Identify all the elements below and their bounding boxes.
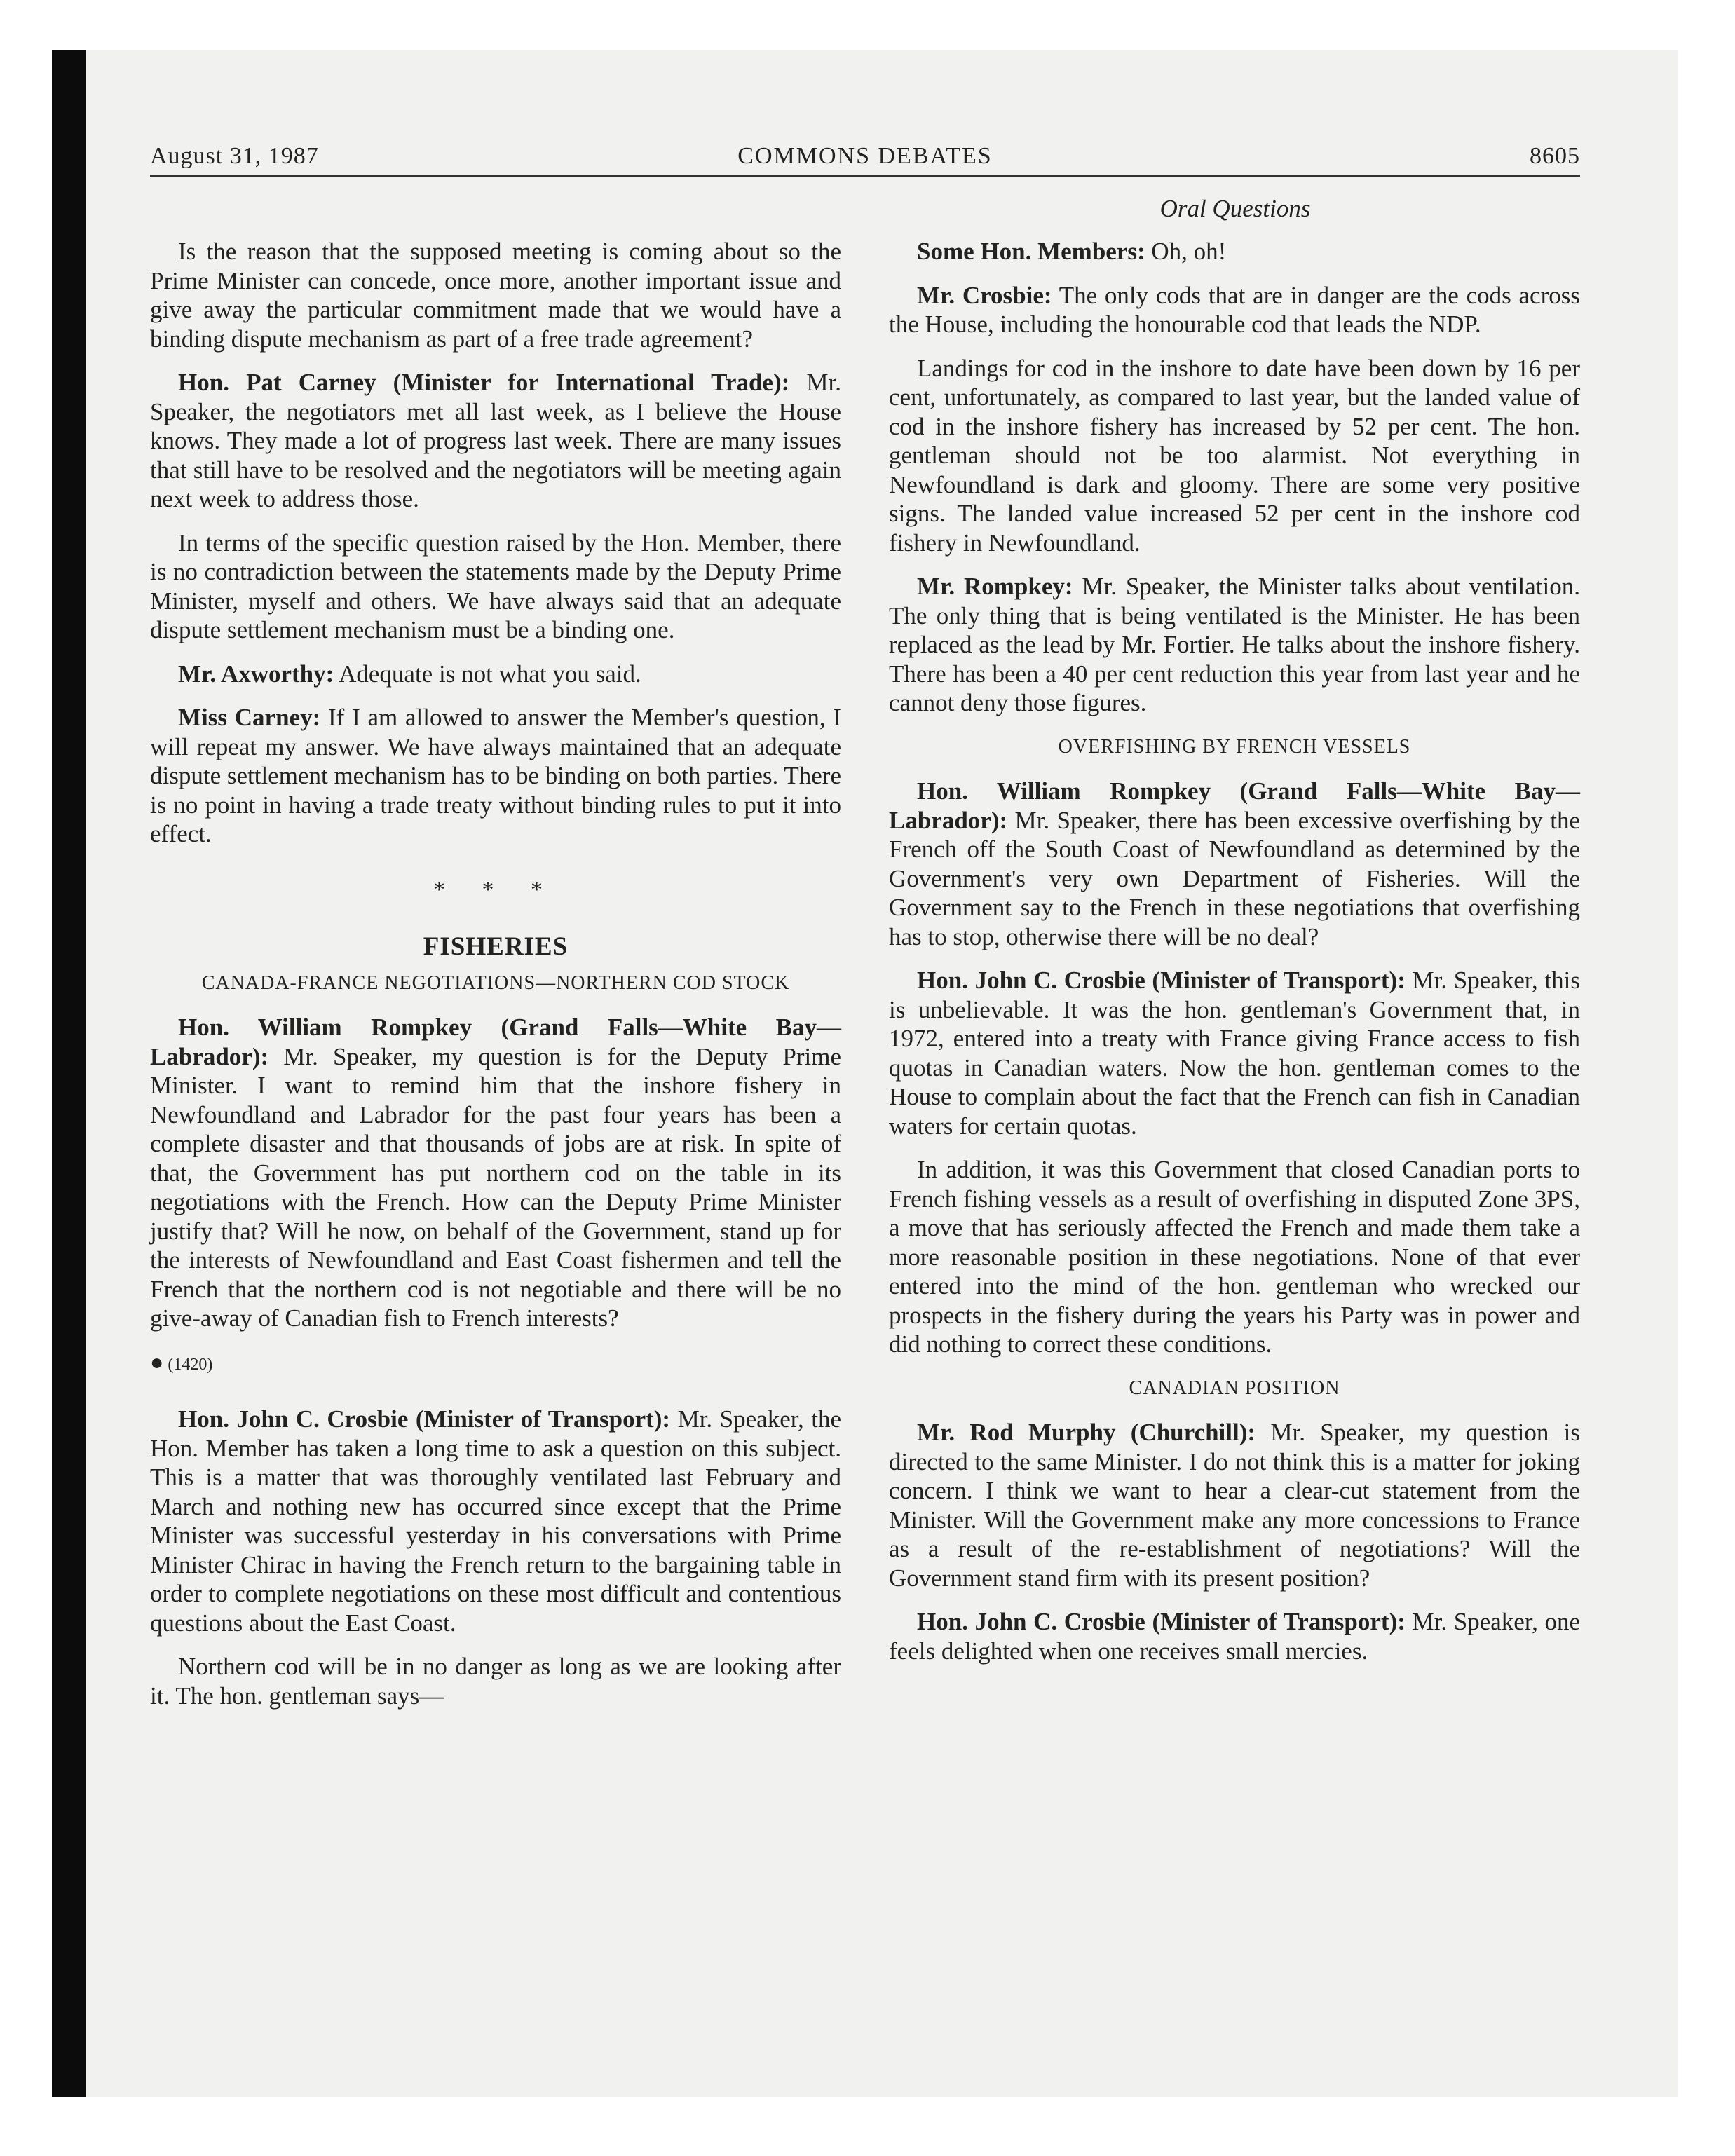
paragraph: [150, 703, 841, 849]
speech-text: The only cods that are in danger are the cods across the House, including the honourable cod that leads the NDP.: [889, 281, 1580, 338]
paragraph: [889, 777, 1580, 951]
speech-text: Mr. Speaker, there has been excessive overfishing by the French off the South Coast of Newfoundland as determined by the Government's very own Department of Fisheries. Will the Government say to the French in these negotiations that overfishing has to stop, otherwise there will be no deal?: [889, 806, 1580, 950]
time-marker: [150, 1348, 841, 1380]
speaker-name: Hon. Pat Carney (Minister for International Trade):: [178, 369, 790, 396]
speaker-name: Hon. William Rompkey (Grand Falls—White Bay—Labrador):: [889, 777, 1580, 834]
speech-text: Mr. Speaker, my question is directed to the same Minister. I do not think this is a matter for joking concern. I think we want to hear a clear-cut statement from the Minister. Will the Government make any more concessions to France as a result of the re-establishment of negotiations? Will the Government stand firm with its present position?: [889, 1419, 1581, 1592]
paragraph: [889, 281, 1580, 339]
bullet-icon: ●: [150, 1349, 164, 1374]
paragraph: [150, 660, 841, 689]
paragraph: [889, 966, 1580, 1140]
topic-subheading: CANADA-FRANCE NEGOTIATIONS—NORTHERN COD STOCK: [201, 971, 790, 994]
speaker-name: Hon. William Rompkey (Grand Falls—White Bay—Labrador):: [150, 1014, 841, 1070]
paragraph: [150, 1405, 841, 1637]
speech-text: Oh, oh!: [1145, 238, 1227, 265]
paragraph: [150, 368, 841, 514]
header-journal-title: COMMONS DEBATES: [737, 143, 993, 169]
paragraph: [889, 1607, 1580, 1665]
speech-text: If I am allowed to answer the Member's question, I will repeat my answer. We have always maintained that an adequate dispute settlement mechanism has to be binding on both parties. There is no point in having a trade treaty without binding rules to put it into effect.: [150, 704, 841, 847]
section-title: Oral Questions: [1159, 195, 1311, 222]
speech-text: Mr. Speaker, this is unbelievable. It was the hon. gentleman's Government that, in 1972, entered into a treaty with France giving France access to fish quotas in Canadian waters. Now the hon. gentleman comes to the House to complain about the fact that the French can fish in Canadian waters for certain quotas.: [889, 967, 1580, 1140]
speaker-name: Mr. Rompkey:: [917, 573, 1073, 600]
speaker-name: Mr. Rod Murphy (Churchill):: [917, 1419, 1256, 1446]
speaker-name: Hon. John C. Crosbie (Minister of Transport):: [917, 967, 1406, 994]
paragraph: In terms of the specific question raised by the Hon. Member, there is no contradiction between the statements made by the Deputy Prime Minister, myself and others. We have always said that an adequate dispute settlement mechanism must be a binding one.: [150, 528, 841, 643]
right-column: [889, 237, 1580, 1680]
paragraph: [889, 1418, 1580, 1592]
paragraph: [150, 1013, 841, 1333]
speech-text: Mr. Speaker, my question is for the Deputy Prime Minister. I want to remind him that the inshore fishery in Newfoundland and Labrador for the past four years has been a complete disaster and that thousands of jobs are at risk. In spite of that, the Government has put northern cod on the table in its negotiations with the French. How can the Deputy Prime Minister justify that? Will he now, on behalf of the Government, stand up for the interests of Newfoundland and East Coast fishermen and tell the French that the northern cod is not negotiable and there will be no give-away of Canadian fish to French interests?: [150, 1042, 841, 1332]
paragraph: [889, 237, 1580, 266]
paragraph: In addition, it was this Government that closed Canadian ports to French fishing vessels as a result of overfishing in disputed Zone 3PS, a move that has seriously affected the French and made them take a more reasonable position in these negotiations. None of that ever entered into the mind of the hon. gentleman who wrecked our prospects in the fishery during the years his Party was in power and did nothing to correct these conditions.: [889, 1156, 1580, 1358]
speaker-name: Hon. John C. Crosbie (Minister of Transport):: [917, 1608, 1406, 1635]
speech-text: Mr. Speaker, the Minister talks about ventilation. The only thing that is being ventilated is the Minister. He has been replaced as the lead by Mr. Fortier. He talks about the inshore fishery. There has been a 40 per cent reduction this year from last year and he cannot deny those figures.: [889, 573, 1580, 716]
paragraph: Landings for cod in the inshore to date have been down by 16 per cent, unfortunately, as compared to last year, but the landed value of cod in the inshore fishery has increased by 52 per cent. The hon. gentleman should not be too alarmist. Not everything in Newfoundland is dark and gloomy. There are some very positive signs. The landed value increased 52 per cent in the inshore cod fishery in Newfoundland.: [889, 354, 1580, 557]
paragraph: Northern cod will be in no danger as long as we are looking after it. The hon. gentleman says—: [150, 1653, 841, 1710]
left-column: [150, 237, 841, 1725]
topic-subheading: OVERFISHING BY FRENCH VESSELS: [1058, 735, 1411, 758]
paragraph: Is the reason that the supposed meeting is coming about so the Prime Minister can concede, once more, another important issue and give away the particular commitment made that we would have a binding dispute mechanism as part of a free trade agreement?: [150, 238, 841, 353]
speaker-name: Mr. Crosbie:: [917, 281, 1052, 309]
topic-subheading: CANADIAN POSITION: [1129, 1377, 1340, 1399]
speaker-name: Hon. John C. Crosbie (Minister of Transport):: [178, 1405, 671, 1433]
speech-text: Adequate is not what you said.: [334, 660, 641, 688]
speech-text: Mr. Speaker, the negotiators met all last week, as I believe the House knows. They made a lot of progress last week. There are many issues that still have to be resolved and the negotiators will be meeting again next week to address those.: [150, 369, 841, 512]
speech-text: Mr. Speaker, the Hon. Member has taken a long time to ask a question on this subject. This is a matter that was thoroughly ventilated last February and March and nothing new has occurred since except that the Prime Minister was successful yesterday in his conversations with Prime Minister Chirac in having the French return to the bargaining table in order to complete negotiations on these most difficult and contentious questions about the East Coast.: [150, 1405, 841, 1637]
header-page-number: 8605: [1530, 143, 1580, 169]
time-stamp: (1420): [168, 1355, 213, 1374]
speaker-name: Miss Carney:: [178, 704, 321, 731]
speaker-name: Some Hon. Members:: [917, 238, 1145, 265]
speaker-name: Mr. Axworthy:: [178, 660, 334, 688]
running-header: [150, 140, 1580, 177]
topic-heading: FISHERIES: [423, 932, 569, 961]
header-date: August 31, 1987: [150, 143, 319, 169]
speech-text: Mr. Speaker, one feels delighted when one receives small mercies.: [889, 1608, 1581, 1665]
paragraph: [889, 572, 1580, 718]
section-divider: * * *: [433, 876, 558, 903]
scan-binding-edge: [52, 50, 86, 2097]
